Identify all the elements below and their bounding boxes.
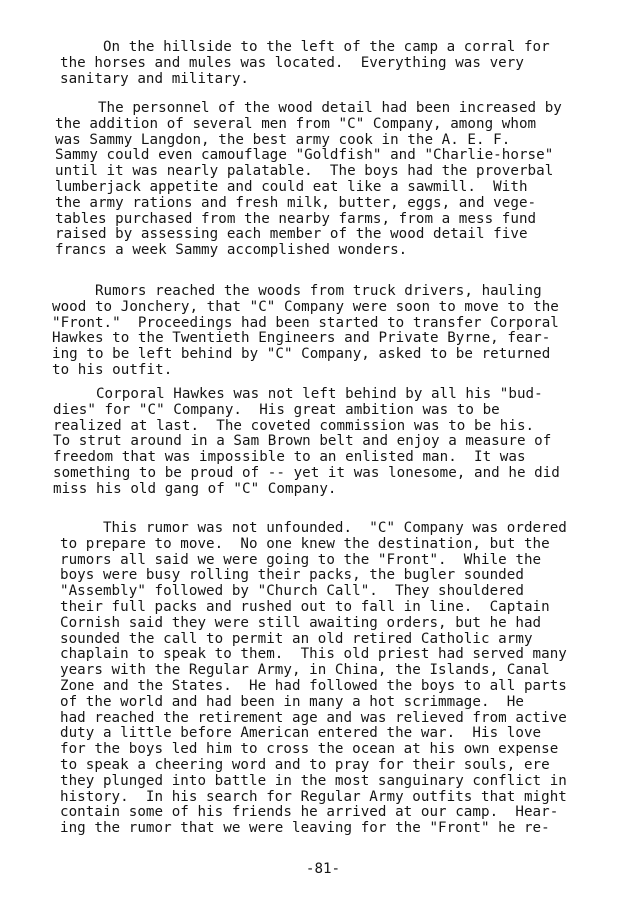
text-line: francs a week Sammy accomplished wonders. xyxy=(55,242,408,259)
text-line: boys were busy rolling their packs, the bugler sounded xyxy=(60,567,524,584)
text-line: The personnel of the wood detail had been increased by xyxy=(55,100,562,116)
text-line: Corporal Hawkes was not left behind by all his "bud- xyxy=(53,386,543,402)
text-line: their full packs and rushed out to fall in line. Captain xyxy=(60,598,550,615)
text-line: lumberjack appetite and could eat like a sawmill. With xyxy=(55,178,528,195)
text-line: This rumor was not unfounded. "C" Company was ordered xyxy=(60,520,567,536)
text-line: freedom that was impossible to an enlisted man. It was xyxy=(53,449,526,466)
text-line: ing to be left behind by "C" Company, asked to be returned xyxy=(52,346,551,363)
page-number: -81- xyxy=(305,861,341,877)
text-line: Sammy could even camouflage "Goldfish" and "Charlie-horse" xyxy=(55,147,554,164)
text-line: sanitary and military. xyxy=(60,70,250,87)
text-line: ing the rumor that we were leaving for the "Front" he re- xyxy=(60,820,550,837)
text-line: was Sammy Langdon, the best army cook in the A. E. F. xyxy=(55,131,511,148)
paragraph-corporal-hawkes xyxy=(0,387,628,498)
text-line: miss his old gang of "C" Company. xyxy=(53,480,337,497)
text-line: for the boys led him to cross the ocean at his own expense xyxy=(60,741,559,758)
text-line: chaplain to speak to them. This old priest had served many xyxy=(60,646,567,663)
text-line: dies" for "C" Company. His great ambition was to be xyxy=(53,401,500,418)
text-line: they plunged into battle in the most sanguinary conflict in xyxy=(60,772,567,789)
text-line: On the hillside to the left of the camp a corral for xyxy=(60,39,550,55)
text-line: wood to Jonchery, that "C" Company were soon to move to the xyxy=(52,298,559,315)
text-line: to speak a cheering word and to pray for their souls, ere xyxy=(60,756,550,773)
paragraph-move-orders xyxy=(0,521,628,837)
text-line: history. In his search for Regular Army outfits that might xyxy=(60,788,567,805)
text-line: the army rations and fresh milk, butter, eggs, and vege- xyxy=(55,194,537,211)
text-line: years with the Regular Army, in China, the Islands, Canal xyxy=(60,662,550,679)
text-line: had reached the retirement age and was relieved from active xyxy=(60,709,567,726)
text-line: until it was nearly palatable. The boys had the proverbal xyxy=(55,163,554,180)
paragraph-personnel xyxy=(0,101,628,259)
paragraph-rumors xyxy=(0,284,628,379)
text-line: the horses and mules was located. Everything was very xyxy=(60,54,524,71)
text-line: Cornish said they were still awaiting orders, but he had xyxy=(60,614,542,631)
text-line: to prepare to move. No one knew the destination, but the xyxy=(60,535,550,552)
text-line: Rumors reached the woods from truck drivers, hauling xyxy=(52,283,542,299)
text-line: "Assembly" followed by "Church Call". They shouldered xyxy=(60,583,524,600)
text-line: To strut around in a Sam Brown belt and enjoy a measure of xyxy=(53,433,552,450)
text-line: Zone and the States. He had followed the boys to all parts xyxy=(60,677,567,694)
text-line: of the world and had been in many a hot scrimmage. He xyxy=(60,693,524,710)
text-line: Hawkes to the Twentieth Engineers and Private Byrne, fear- xyxy=(52,330,551,347)
paragraph-corral xyxy=(0,40,628,87)
text-line: "Front." Proceedings had been started to transfer Corporal xyxy=(52,314,559,331)
text-line: raised by assessing each member of the wood detail five xyxy=(55,226,528,243)
text-line: realized at last. The coveted commission was to be his. xyxy=(53,417,535,434)
text-line: the addition of several men from "C" Company, among whom xyxy=(55,115,537,132)
text-line: something to be proud of -- yet it was lonesome, and he did xyxy=(53,464,560,481)
text-line: to his outfit. xyxy=(52,361,173,378)
text-line: sounded the call to permit an old retired Catholic army xyxy=(60,630,533,647)
text-line: tables purchased from the nearby farms, from a mess fund xyxy=(55,210,537,227)
text-line: contain some of his friends he arrived at our camp. Hear- xyxy=(60,804,559,821)
text-line: rumors all said we were going to the "Front". While the xyxy=(60,551,542,568)
text-line: duty a little before American entered the war. His love xyxy=(60,725,542,742)
